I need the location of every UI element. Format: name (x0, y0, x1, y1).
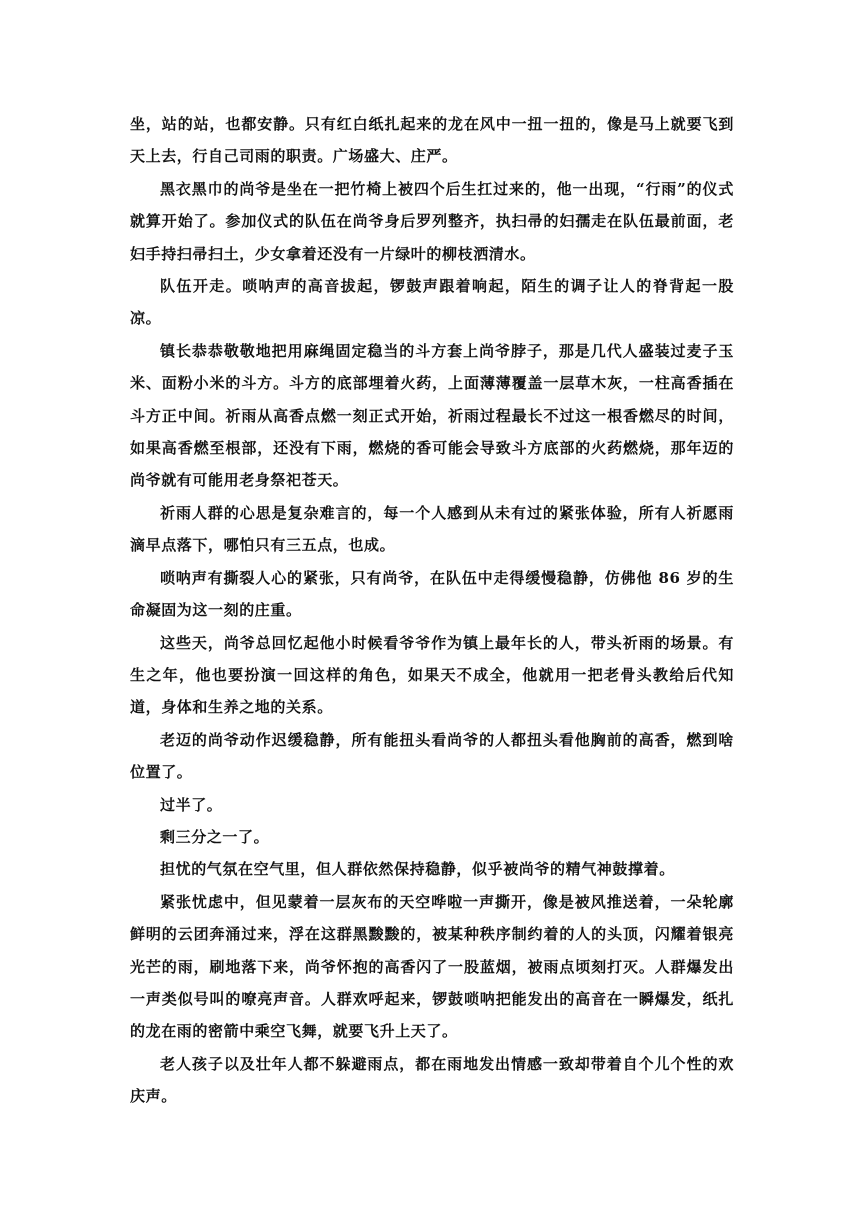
paragraph: 过半了。 (160, 795, 223, 814)
paragraph: 剩三分之一了。 (160, 827, 270, 846)
paragraph: 唢呐声有撕裂人心的紧张，只有尚爷，在队伍中走得缓慢稳静，仿佛他 86 岁的生命凝固为这一刻的庄重。 (130, 568, 734, 620)
paragraph: 老迈的尚爷动作迟缓稳静，所有能扭头看尚爷的人都扭头看他胸前的高香，燃到啥位置了。 (130, 730, 734, 782)
paragraph: 祈雨人群的心思是复杂难言的，每一个人感到从未有过的紧张体验，所有人祈愿雨滴早点落下，哪怕只有三五点，也成。 (130, 503, 734, 555)
paragraph: 镇长恭恭敬敬地把用麻绳固定稳当的斗方套上尚爷脖子，那是几代人盛装过麦子玉米、面粉小米的斗方。斗方的底部埋着火药，上面薄薄覆盖一层草木灰，一柱高香插在斗方正中间。祈雨从高香点燃一刻正式开始，祈雨过程最长不过这一根香燃尽的时间，如果高香燃至根部，还没有下雨，燃烧的香可能会导致斗方底部的火药燃烧，那年迈的尚爷就有可能用老身祭祀苍天。 (130, 341, 734, 490)
paragraph: 担忧的气氛在空气里，但人群依然保持稳静，似乎被尚爷的精气神鼓撑着。 (160, 860, 675, 879)
paragraph: 黑衣黑巾的尚爷是坐在一把竹椅上被四个后生扛过来的，他一出现，“行雨”的仪式就算开始了。参加仪式的队伍在尚爷身后罗列整齐，执扫帚的妇孺走在队伍最前面，老妇手持扫帚扫土，少女拿着还没有一片绿叶的柳枝洒清水。 (130, 179, 734, 263)
paragraph: 老人孩子以及壮年人都不躲避雨点，都在雨地发出情感一致却带着自个儿个性的欢庆声。 (130, 1054, 734, 1106)
article-body (130, 108, 734, 1113)
paragraph: 紧张忧虑中，但见蒙着一层灰布的天空哗啦一声撕开，像是被风推送着，一朵轮廓鲜明的云团奔涌过来，浮在这群黑黢黢的，被某种秩序制约着的人的头顶，闪耀着银亮光芒的雨，刷地落下来，尚爷怀抱的高香闪了一股蓝烟，被雨点顷刻打灭。人群爆发出一声类似号叫的嘹亮声音。人群欢呼起来，锣鼓唢呐把能发出的高音在一瞬爆发，纸扎的龙在雨的密箭中乘空飞舞，就要飞升上天了。 (130, 892, 734, 1041)
paragraph: 这些天，尚爷总回忆起他小时候看爷爷作为镇上最年长的人，带头祈雨的场景。有生之年，他也要扮演一回这样的角色，如果天不成全，他就用一把老骨头教给后代知道，身体和生养之地的关系。 (130, 633, 734, 717)
paragraph-continued: 坐，站的站，也都安静。只有红白纸扎起来的龙在风中一扭一扭的，像是马上就要飞到天上去，行自己司雨的职责。广场盛大、庄严。 (130, 115, 734, 166)
paragraph: 队伍开走。唢呐声的高音拔起，锣鼓声跟着响起，陌生的调子让人的脊背起一股凉。 (130, 277, 734, 328)
